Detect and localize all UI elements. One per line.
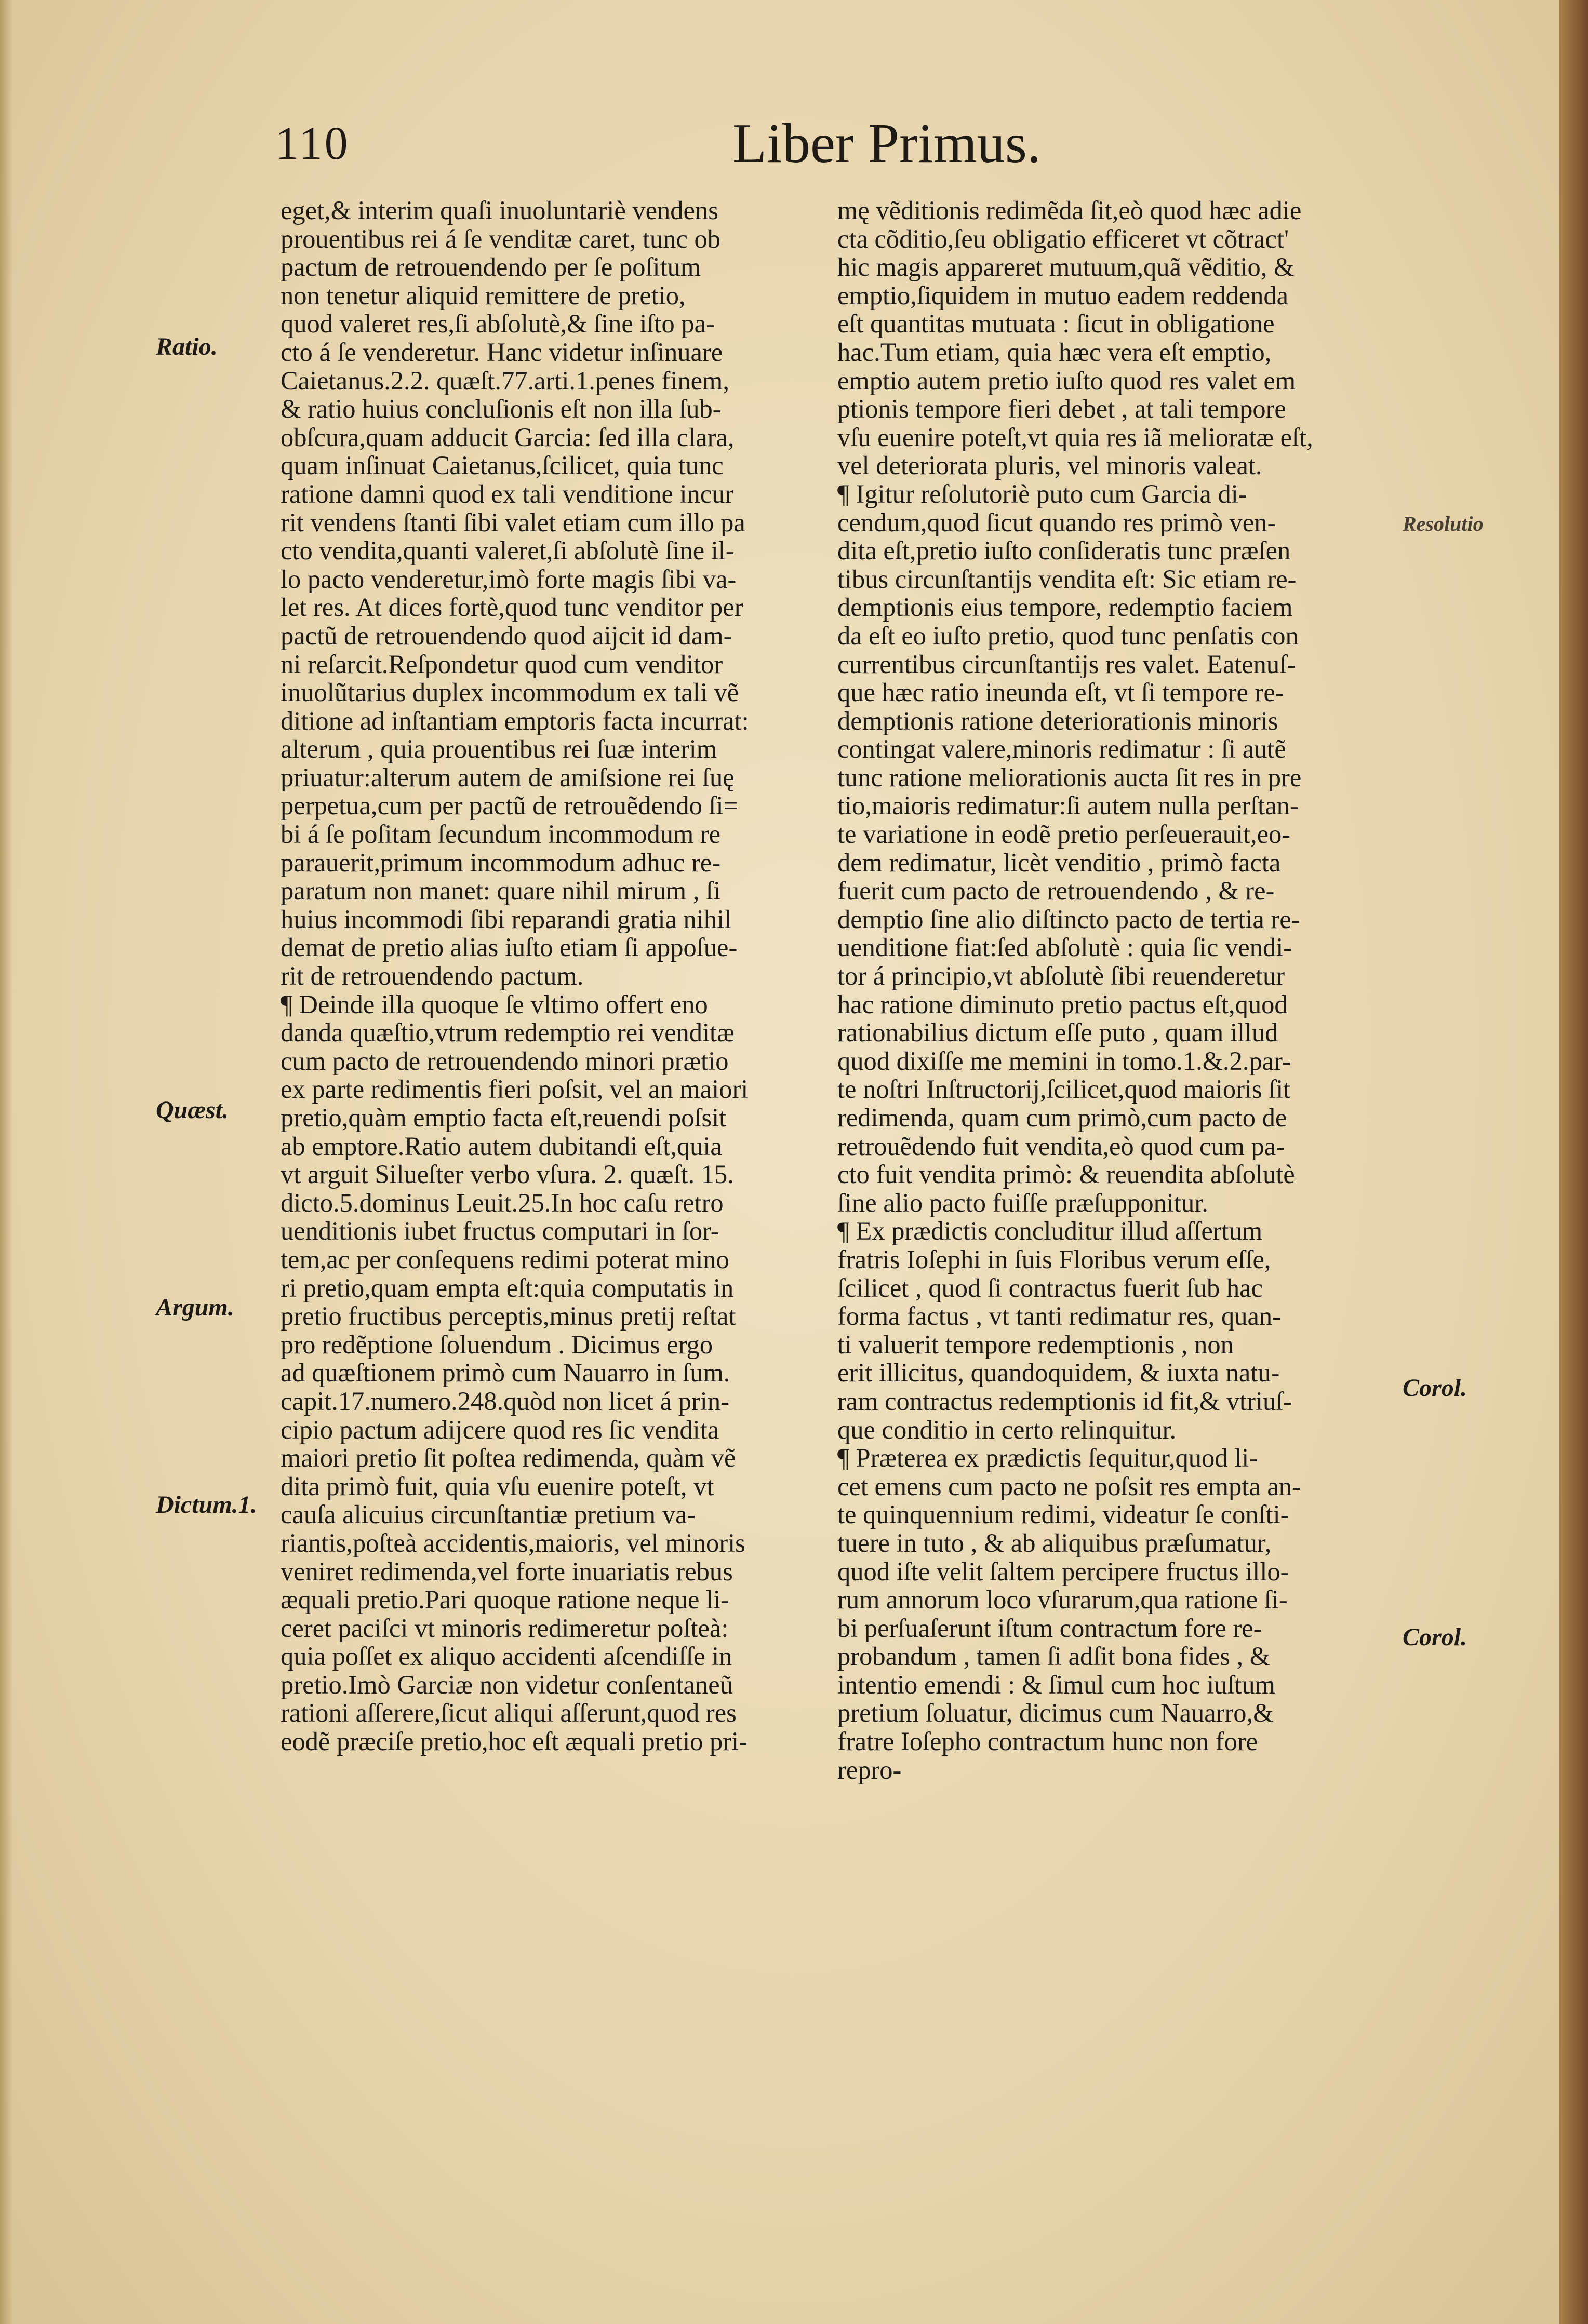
left-column-line: quam inſinuat Caietanus,ſcilicet, quia tunc xyxy=(281,451,724,480)
left-column-line: uenditionis iubet fructus computari in ſor- xyxy=(281,1217,719,1245)
left-column-line: bi á ſe poſitam ſecundum incommodum re xyxy=(281,820,721,849)
left-column-line: perpetua,cum per pactũ de retrouẽdendo ſi= xyxy=(281,791,738,821)
right-column-line: ¶ Igitur reſolutoriè puto cum Garcia di- xyxy=(837,479,1247,508)
left-column-line: pretio fructibus perceptis,minus pretij reſtat xyxy=(281,1302,736,1331)
left-column-line: cto vendita,quanti valeret,ſi abſolutè ſine il- xyxy=(281,536,735,565)
left-column-line: tem,ac per conſequens redimi poterat mino xyxy=(281,1245,729,1274)
margin-note-ratio: Ratio. xyxy=(156,333,218,360)
left-column-line: eget,& interim quaſi inuoluntariè vendens xyxy=(281,196,718,225)
left-column-line: dita primò fuit, quia vſu euenire poteſt, vt xyxy=(281,1472,714,1501)
right-column-line: cet emens cum pacto ne poſsit res empta an- xyxy=(837,1472,1301,1501)
margin-note-dictum: Dictum.1. xyxy=(156,1491,257,1519)
right-column-line: eſt quantitas mutuata : ſicut in obligatione xyxy=(837,310,1275,338)
left-column-line: capit.17.numero.248.quòd non licet á prin- xyxy=(281,1387,729,1416)
right-column-line: que hæc ratio ineunda eſt, vt ſi tempore re- xyxy=(837,678,1284,707)
right-column-line: bi perſuaſerunt iſtum contractum fore re- xyxy=(837,1614,1262,1643)
right-column-line: hac.Tum etiam, quia hæc vera eſt emptio, xyxy=(837,338,1272,367)
right-column-line: ram contractus redemptionis id fit,& vtriuſ- xyxy=(837,1387,1292,1416)
left-column-line: rit de retrouendendo pactum. xyxy=(281,962,584,990)
right-column-line: demptionis ratione deteriorationis minoris xyxy=(837,706,1278,735)
left-column-line: let res. At dices fortè,quod tunc venditor per xyxy=(281,593,743,622)
left-column-line: ditione ad inſtantiam emptoris facta incurrat: xyxy=(281,706,749,735)
left-column-line: prouentibus rei á ſe venditæ caret, tunc ob xyxy=(281,224,721,253)
right-column-line: probandum , tamen ſi adſit bona fides , & xyxy=(837,1642,1271,1671)
right-column-line: tibus circunſtantijs vendita eſt: Sic etiam re- xyxy=(837,565,1297,594)
left-column-line: pactum de retrouendendo per ſe poſitum xyxy=(281,253,701,281)
right-column-line: da eſt eo iuſto pretio, quod tunc penſatis con xyxy=(837,621,1299,650)
right-column-line: cta cõditio,ſeu obligatio efficeret vt cõtract' xyxy=(837,224,1289,253)
running-head: Liber Primus. xyxy=(732,113,1041,174)
margin-note-argumentum: Argum. xyxy=(156,1294,234,1321)
right-column-line: rationabilius dictum eſſe puto , quam illud xyxy=(837,1018,1278,1047)
right-column-line: hac ratione diminuto pretio pactus eſt,quod xyxy=(837,990,1288,1019)
right-column-line: mę vẽditionis redimẽda ſit,eò quod hæc adie xyxy=(837,196,1302,225)
margin-note-resolutio: Resolutio xyxy=(1403,512,1484,535)
left-column-line: ni reſarcit.Reſpondetur quod cum venditor xyxy=(281,650,723,679)
margin-note-corollarium-2: Corol. xyxy=(1403,1623,1467,1651)
left-text-column xyxy=(281,196,821,1756)
right-column-line: emptio,ſiquidem in mutuo eadem reddenda xyxy=(837,281,1289,310)
right-column-line: repro- xyxy=(837,1755,902,1784)
margin-note-quaestio: Quæst. xyxy=(156,1096,229,1124)
left-column-line: rationi aſſerere,ſicut aliqui aſſerunt,quod res xyxy=(281,1699,737,1728)
right-column-line: te noſtri Inſtructorij,ſcilicet,quod maioris ſit xyxy=(837,1075,1291,1104)
left-column-line: æquali pretio.Pari quoque ratione neque li- xyxy=(281,1586,729,1614)
left-column-line: inuolũtarius duplex incommodum ex tali vẽ xyxy=(281,678,739,707)
left-column-line: ¶ Deinde illa quoque ſe vltimo offert eno xyxy=(281,990,708,1019)
right-column-line: hic magis appareret mutuum,quã vẽditio, & xyxy=(837,253,1295,281)
left-column-line: veniret redimenda,vel forte inuariatis rebus xyxy=(281,1557,733,1586)
right-column-line: tunc ratione meliorationis aucta ſit res in pre xyxy=(837,763,1302,792)
right-column-line: redimenda, quam cum primò,cum pacto de xyxy=(837,1104,1287,1132)
left-column-line: ex parte redimentis fieri poſsit, vel an maiori xyxy=(281,1075,749,1104)
right-column-line: fuerit cum pacto de retrouendendo , & re- xyxy=(837,877,1275,905)
left-column-line: ceret paciſci vt minoris redimeretur poſteà: xyxy=(281,1614,729,1643)
left-column-line: cto á ſe venderetur. Hanc videtur inſinuare xyxy=(281,338,723,367)
right-column-line: tio,maioris redimatur:ſi autem nulla perſtan- xyxy=(837,791,1299,821)
left-column-line: pactũ de retrouendendo quod aijcit id dam- xyxy=(281,621,732,650)
right-text-column xyxy=(837,196,1388,1784)
page-number: 110 xyxy=(275,118,350,169)
left-column-line: & ratio huius concluſionis eſt non illa ſub- xyxy=(281,395,722,423)
right-column-line: ¶ Præterea ex prædictis ſequitur,quod li- xyxy=(837,1444,1258,1472)
page-left-edge xyxy=(0,0,13,2324)
right-column-line: vel deteriorata pluris, vel minoris valeat. xyxy=(837,451,1262,480)
left-column-line: paratum non manet: quare nihil mirum , ſi xyxy=(281,877,721,905)
right-column-line: cendum,quod ſicut quando res primò ven- xyxy=(837,508,1276,537)
left-column-line: vt arguit Silueſter verbo vſura. 2. quæſt. 15. xyxy=(281,1160,734,1189)
right-column-line: ſine alio pacto fuiſſe præſupponitur. xyxy=(837,1188,1208,1217)
right-column-line: fratre Ioſepho contractum hunc non fore xyxy=(837,1727,1258,1756)
left-column-line: ab emptore.Ratio autem dubitandi eſt,quia xyxy=(281,1132,722,1161)
left-column-line: obſcura,quam adducit Garcia: ſed illa clara, xyxy=(281,423,735,452)
right-column-line: ¶ Ex prædictis concluditur illud aſſertum xyxy=(837,1217,1263,1245)
right-column-line: tuere in tuto , & ab aliquibus præſumatur, xyxy=(837,1528,1272,1557)
left-column-line: quod valeret res,ſi abſolutè,& ſine iſto pa- xyxy=(281,310,715,338)
left-column-line: Caietanus.2.2. quæſt.77.arti.1.penes finem, xyxy=(281,366,729,395)
left-column-line: dicto.5.dominus Leuit.25.In hoc caſu retro xyxy=(281,1188,724,1217)
left-column-line: quia poſſet ex aliquo accidenti aſcendiſſe in xyxy=(281,1642,732,1671)
left-column-line: ratione damni quod ex tali venditione incur xyxy=(281,479,734,508)
right-column-line: erit illicitus, quandoquidem, & iuxta natu- xyxy=(837,1359,1280,1387)
right-column-line: contingat valere,minoris redimatur : ſi autẽ xyxy=(837,735,1286,763)
right-column-line: retrouẽdendo fuit vendita,eò quod cum pa- xyxy=(837,1132,1285,1161)
right-column-line: intentio emendi : & ſimul cum hoc iuſtum xyxy=(837,1670,1275,1699)
right-column-line: ti valuerit tempore redemptionis , non xyxy=(837,1330,1234,1359)
left-column-line: cipio pactum adijcere quod res ſic vendita xyxy=(281,1415,719,1444)
left-column-line: non tenetur aliquid remittere de pretio, xyxy=(281,281,686,310)
left-column-line: ri pretio,quam empta eſt:quia computatis in xyxy=(281,1273,734,1302)
right-column-line: vſu euenire poteſt,vt quia res iã melioratæ eſt, xyxy=(837,423,1313,452)
page-header xyxy=(0,112,1588,174)
right-column-line: emptio autem pretio iuſto quod res valet em xyxy=(837,366,1296,395)
right-column-line: te quinquennium redimi, videatur ſe conſti- xyxy=(837,1500,1289,1529)
left-column-line: alterum , quia prouentibus rei ſuæ interim xyxy=(281,735,717,763)
right-column-line: quod iſte velit ſaltem percipere fructus illo- xyxy=(837,1557,1289,1586)
left-column-line: riantis,poſteà accidentis,maioris, vel minoris xyxy=(281,1528,745,1557)
right-column-line: dita eſt,pretio iuſto conſideratis tunc præſen xyxy=(837,536,1291,565)
left-column-line: huius incommodi ſibi reparandi gratia nihil xyxy=(281,905,732,934)
right-column-line: forma factus , vt tanti redimatur res, quan- xyxy=(837,1302,1281,1331)
right-column-line: uenditione fiat:ſed abſolutè : quia ſic vendi- xyxy=(837,933,1292,962)
right-column-line: fratris Ioſephi in ſuis Floribus verum eſſe, xyxy=(837,1245,1271,1274)
left-column-line: ad quæſtionem primò cum Nauarro in ſum. xyxy=(281,1359,730,1387)
left-column-line: pro redẽptione ſoluendum . Dicimus ergo xyxy=(281,1330,713,1359)
left-column-line: cauſa alicuius circunſtantiæ pretium va- xyxy=(281,1500,696,1529)
page-right-edge xyxy=(1559,0,1588,2324)
left-column-line: cum pacto de retrouendendo minori prætio xyxy=(281,1046,729,1076)
left-column-line: lo pacto venderetur,imò forte magis ſibi va- xyxy=(281,565,737,594)
right-column-line: pretium ſoluatur, dicimus cum Nauarro,& xyxy=(837,1699,1274,1728)
right-column-line: cto fuit vendita primò: & reuendita abſolutè xyxy=(837,1160,1295,1189)
right-column-line: rum annorum loco vſurarum,qua ratione ſi- xyxy=(837,1586,1288,1614)
left-column-line: demat de pretio alias iuſto etiam ſi appoſue- xyxy=(281,933,738,962)
right-column-line: demptio ſine alio diſtincto pacto de tertia re- xyxy=(837,905,1300,934)
left-column-line: pretio.Imò Garciæ non videtur conſentaneũ xyxy=(281,1670,733,1699)
right-column-line: te variatione in eodẽ pretio perſeuerauit,eo- xyxy=(837,820,1291,849)
right-column-line: demptionis eius tempore, redemptio faciem xyxy=(837,593,1293,622)
right-column-line: currentibus circunſtantijs res valet. Eatenuſ- xyxy=(837,650,1296,679)
right-column-line: quod dixiſſe me memini in tomo.1.&.2.par- xyxy=(837,1046,1291,1076)
right-column-line: dem redimatur, licèt venditio , primò facta xyxy=(837,848,1281,877)
left-column-line: rit vendens ſtanti ſibi valet etiam cum illo pa xyxy=(281,508,745,537)
left-column-line: eodẽ præciſe pretio,hoc eſt æquali pretio pri- xyxy=(281,1727,748,1756)
left-column-line: danda quæſtio,vtrum redemptio rei venditæ xyxy=(281,1018,735,1047)
right-column-line: ſcilicet , quod ſi contractus fuerit ſub hac xyxy=(837,1273,1263,1302)
left-column-line: parauerit,primum incommodum adhuc re- xyxy=(281,848,721,877)
right-column-line: tor á principio,vt abſolutè ſibi reuenderetur xyxy=(837,962,1285,990)
margin-note-corollarium-1: Corol. xyxy=(1403,1374,1467,1402)
right-column-line: que conditio in certo relinquitur. xyxy=(837,1415,1177,1444)
left-column-line: maiori pretio ſit poſtea redimenda, quàm vẽ xyxy=(281,1444,736,1472)
left-column-line: priuatur:alterum autem de amiſsione rei ſuę xyxy=(281,763,735,792)
right-column-line: ptionis tempore fieri debet , at tali tempore xyxy=(837,395,1286,423)
left-column-line: pretio,quàm emptio facta eſt,reuendi poſsit xyxy=(281,1104,727,1132)
